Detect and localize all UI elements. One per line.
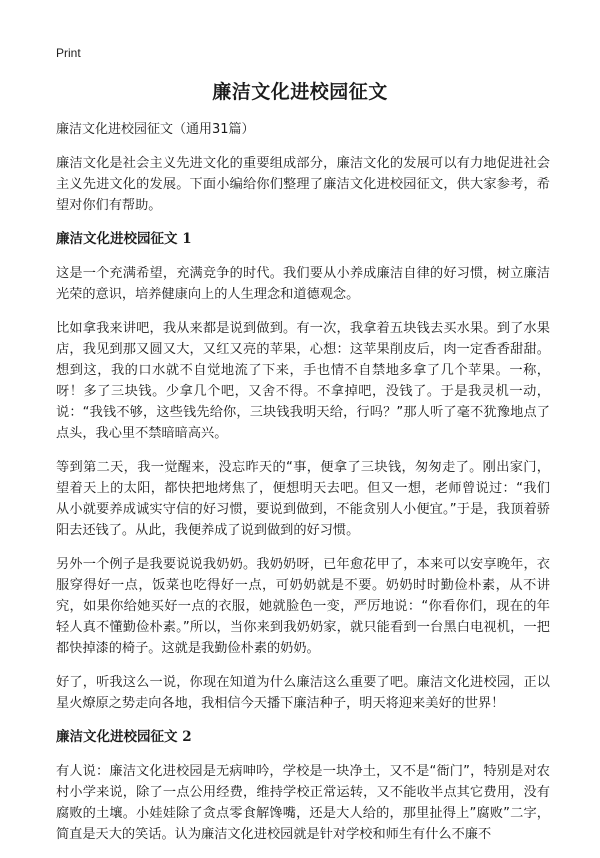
paragraph: 等到第二天，我一觉醒来，没忘昨天的“事，便拿了三块钱，匆匆走了。刚出家门，望着天上的太阳，都快把地烤焦了，便想明天去吧。但又一想，老师曾说过：“我们从小就要养成诚实守信的好习惯，要说到做到，不能贪别人小便宜。”于是，我顶着骄阳去还钱了。从此，我便养成了说到做到的好习惯。 xyxy=(56,460,550,538)
paragraph: 好了，听我这么一说，你现在知道为什么廉洁这么重要了吧。廉洁文化进校园，正以星火燎原之势走向各地，我相信今天播下廉洁种子，明天将迎来美好的世界！ xyxy=(56,675,550,711)
document-title: 廉洁文化进校园征文 xyxy=(212,81,388,103)
section-heading: 廉洁文化进校园征文 1 xyxy=(56,231,192,247)
paragraph: 比如拿我来讲吧，我从来都是说到做到。有一次，我拿着五块钱去买水果。到了水果店，我见到那又圆又大，又红又亮的苹果，心想：这苹果削皮后，肉一定香香甜甜。想到这，我的口水就不自觉地流了下来，手也情不自禁地多拿了几个苹果。一称，呀！多了三块钱。少拿几个吧，又舍不得。不拿掉吧，没钱了。于是我灵机一动，说：“我钱不够，这些钱先给你，三块钱我明天给，行吗？”那人听了毫不犹豫地点了点头，我心里不禁暗暗高兴。 xyxy=(56,321,550,441)
document-subtitle: 廉洁文化进校园征文（通用31篇） xyxy=(56,122,255,137)
paragraph: 另外一个例子是我要说说我奶奶。我奶奶呀，已年愈花甲了，本来可以安享晚年，衣服穿得好一点，饭菜也吃得好一点，可奶奶就是不要。奶奶时时勤俭朴素，从不讲究，如果你给她买好一点的衣服，她就脸色一变，严厉地说：“你看你们，现在的年轻人真不懂勤俭朴素。”所以，当你来到我奶奶家，就只能看到一台黑白电视机，一把都快掉漆的椅子。这就是我勤俭朴素的奶奶。 xyxy=(56,557,550,656)
paragraph: 这是一个充满希望，充满竞争的时代。我们要从小养成廉洁自律的好习惯，树立廉洁光荣的意识，培养健康向上的人生理念和道德观念。 xyxy=(56,266,550,302)
section-heading: 廉洁文化进校园征文 2 xyxy=(56,729,192,745)
intro-paragraph: 廉洁文化是社会主义先进文化的重要组成部分，廉洁文化的发展可以有力地促进社会主义先进文化的发展。下面小编给你们整理了廉洁文化进校园征文，供大家参考，希望对你们有帮助。 xyxy=(56,156,550,213)
paragraph: 有人说：廉洁文化进校园是无病呻吟，学校是一块净土，又不是“衙门”，特别是对农村小学来说，除了一点公用经费，维持学校正常运转，又不能收半点其它费用，没有腐败的土壤。小娃娃除了贪点零食解馋嘴，还是大人给的，那里扯得上”腐败”二字，简直是天大的笑话。认为廉洁文化进校园就是针对学校和师生有什么不廉不 xyxy=(56,764,550,842)
document-body xyxy=(56,121,550,858)
print-link[interactable]: Print xyxy=(56,46,81,60)
